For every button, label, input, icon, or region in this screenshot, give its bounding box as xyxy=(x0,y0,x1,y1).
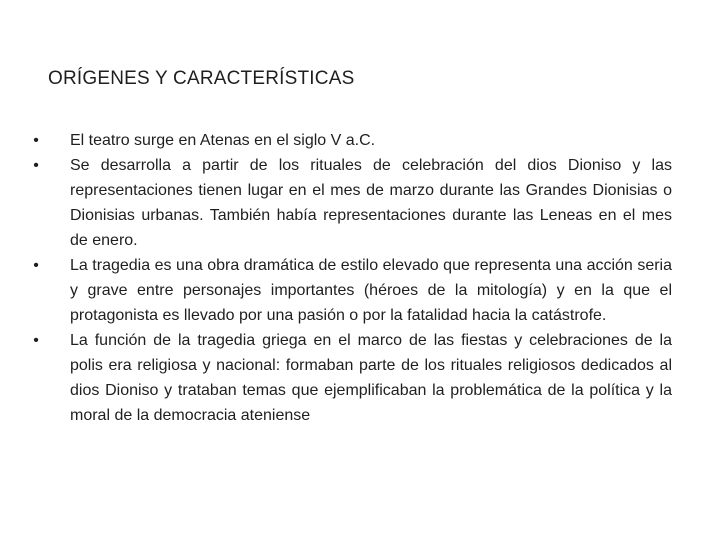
bullet-icon: • xyxy=(33,157,39,174)
bullet-icon: • xyxy=(33,257,39,274)
list-item xyxy=(30,328,672,428)
bullet-list xyxy=(30,128,672,428)
list-item xyxy=(30,128,672,153)
bullet-text: La tragedia es una obra dramática de estilo elevado que representa una acción seria y grave entre personajes importantes (héroes de la mitología) y en la que el protagonista es llevado por una pasión o por la fatalidad hacia la catástrofe. xyxy=(70,257,672,324)
list-item xyxy=(30,253,672,328)
slide-title: ORÍGENES Y CARACTERÍSTICAS xyxy=(48,68,355,89)
bullet-text: La función de la tragedia griega en el marco de las fiestas y celebraciones de la polis era religiosa y nacional: formaban parte de los rituales religiosos dedicados al dios Dioniso y trataban temas que ejemplificaban la problemática de la política y la moral de la democracia ateniense xyxy=(70,332,672,424)
bullet-icon: • xyxy=(33,332,39,349)
bullet-icon: • xyxy=(33,132,39,149)
bullet-text: Se desarrolla a partir de los rituales de celebración del dios Dioniso y las representaciones tienen lugar en el mes de marzo durante las Grandes Dionisias o Dionisias urbanas. También había representaciones durante las Leneas en el mes de enero. xyxy=(70,157,672,249)
list-item xyxy=(30,153,672,253)
bullet-text: El teatro surge en Atenas en el siglo V a.C. xyxy=(70,132,376,149)
